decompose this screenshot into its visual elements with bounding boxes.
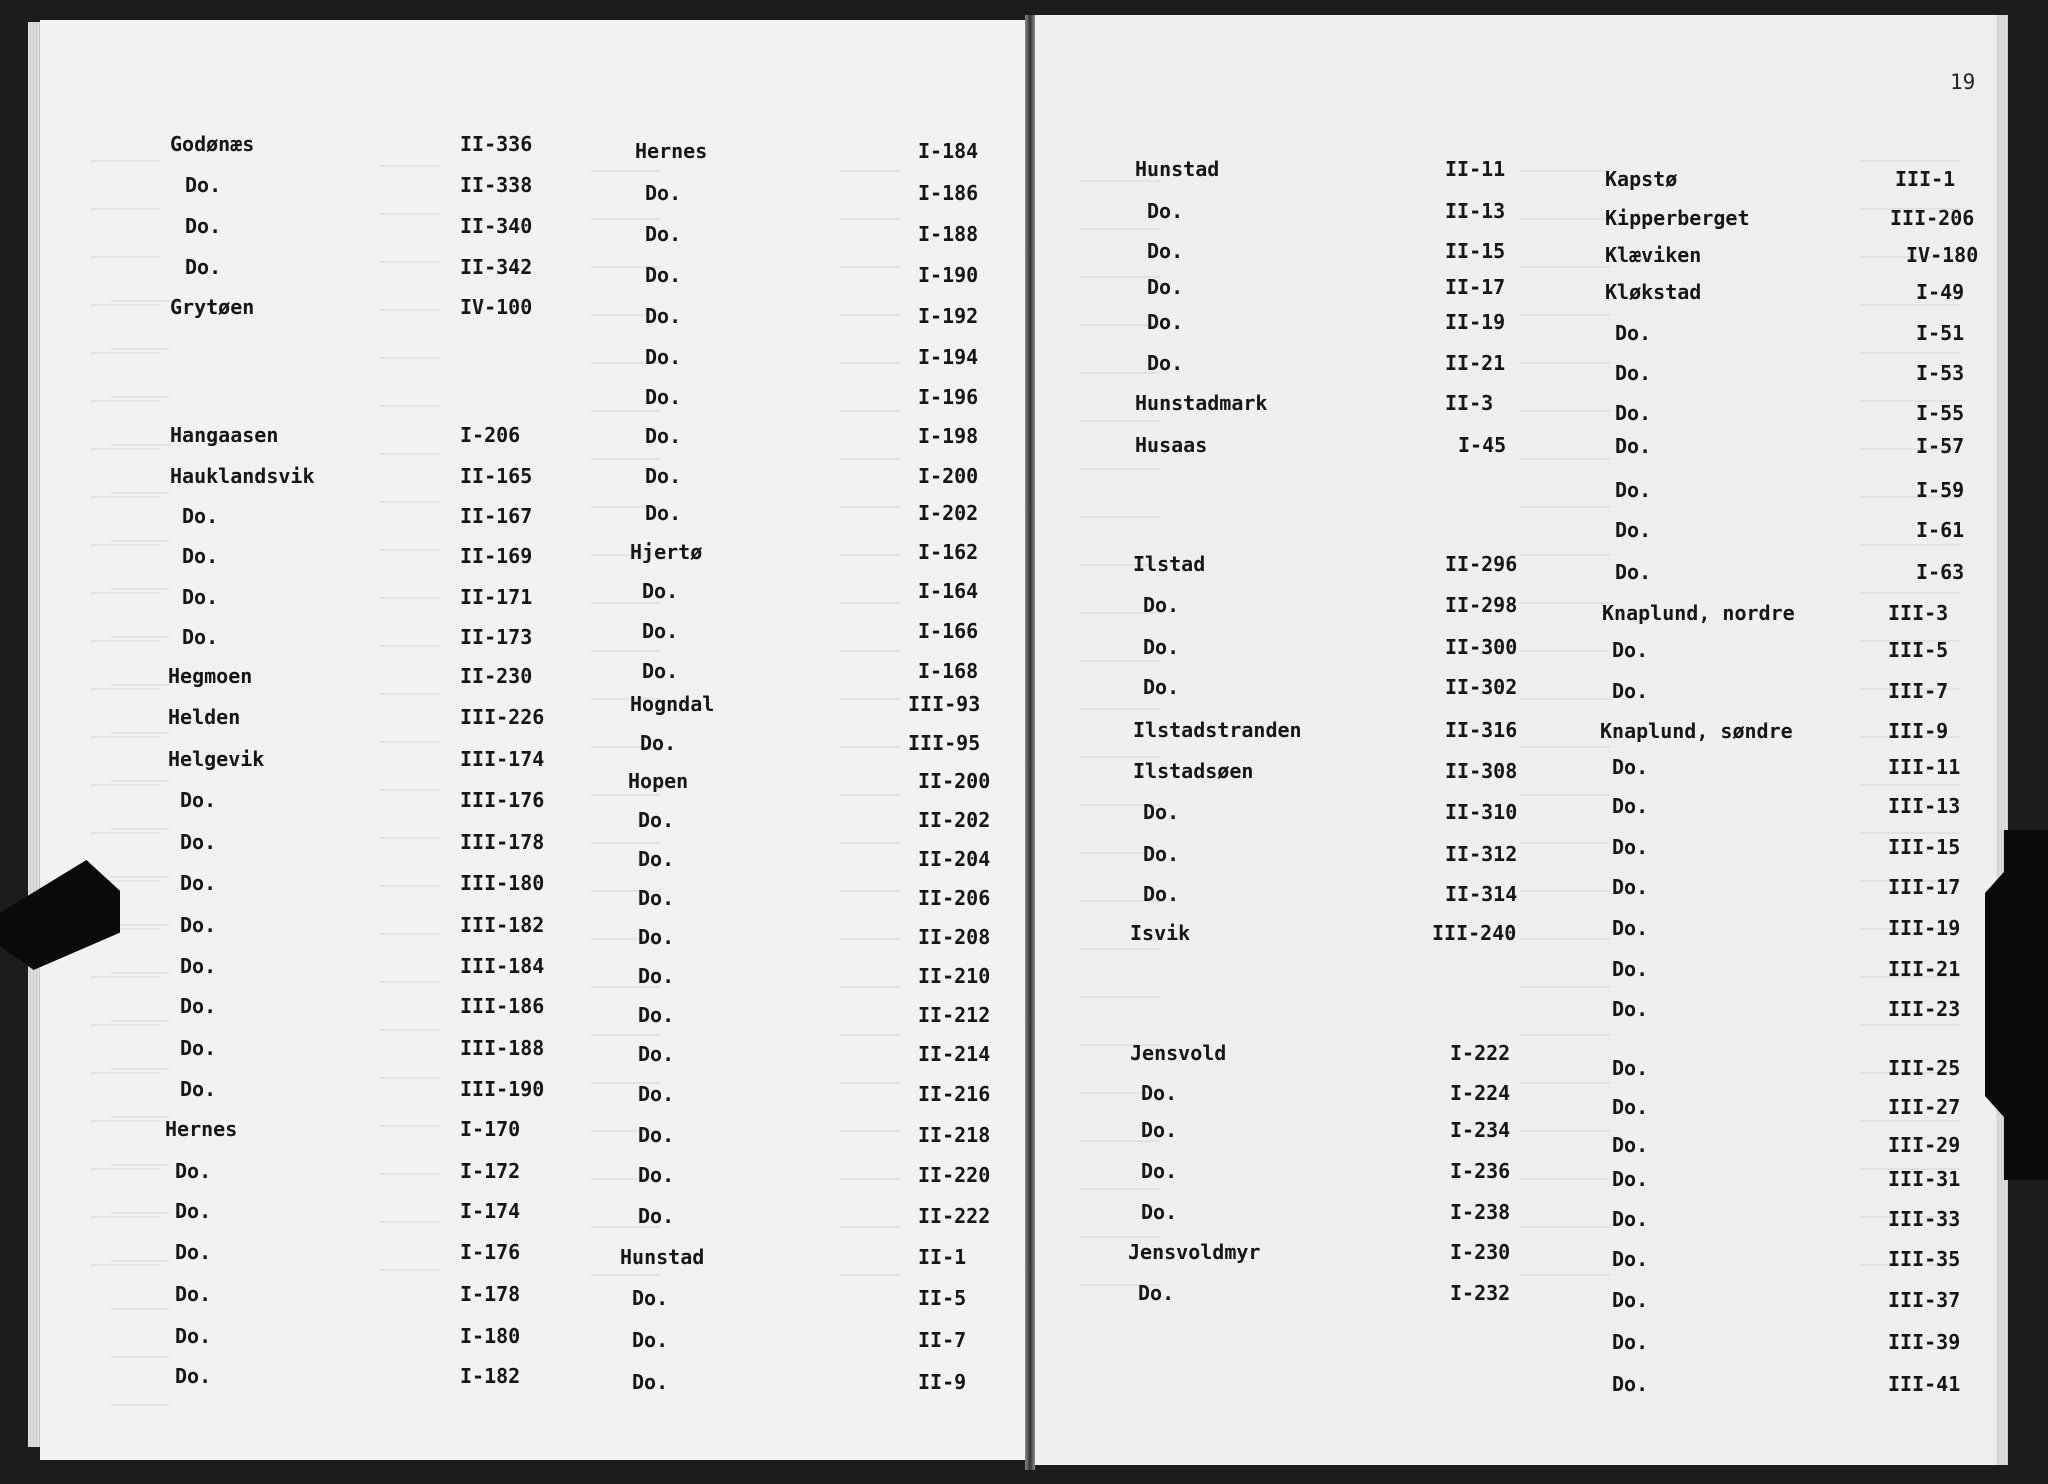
- volume-reference: III-41: [1888, 1372, 1961, 1396]
- volume-reference: II-210: [918, 964, 991, 988]
- place-name: Jensvold: [1130, 1041, 1227, 1065]
- volume-reference: I-61: [1916, 518, 1965, 542]
- place-name: Do.: [638, 1003, 675, 1027]
- place-name: Do.: [645, 424, 682, 448]
- volume-reference: I-200: [918, 464, 979, 488]
- place-name: Do.: [645, 345, 682, 369]
- place-name: Do.: [1612, 755, 1649, 779]
- place-name: Do.: [1612, 957, 1649, 981]
- place-name: Do.: [1615, 361, 1652, 385]
- place-name: Do.: [1143, 800, 1180, 824]
- place-name: Do.: [1612, 875, 1649, 899]
- volume-reference: I-222: [1450, 1041, 1511, 1065]
- volume-reference: I-190: [918, 263, 979, 287]
- place-name: Do.: [1612, 638, 1649, 662]
- place-name: Do.: [1612, 1207, 1649, 1231]
- place-name: Do.: [180, 954, 217, 978]
- volume-reference: III-7: [1888, 679, 1949, 703]
- place-name: Do.: [1143, 593, 1180, 617]
- volume-reference: II-202: [918, 808, 991, 832]
- volume-reference: III-5: [1888, 638, 1949, 662]
- volume-reference: I-176: [460, 1240, 521, 1264]
- place-name: Do.: [175, 1364, 212, 1388]
- volume-reference: III-174: [460, 747, 545, 771]
- place-name: Do.: [642, 579, 679, 603]
- place-name: Godønæs: [170, 132, 255, 156]
- volume-reference: III-11: [1888, 755, 1961, 779]
- volume-reference: I-182: [460, 1364, 521, 1388]
- place-name: Do.: [182, 625, 219, 649]
- volume-reference: I-236: [1450, 1159, 1511, 1183]
- place-name: Do.: [645, 501, 682, 525]
- place-name: Do.: [1143, 635, 1180, 659]
- volume-reference: II-316: [1445, 718, 1518, 742]
- volume-reference: II-21: [1445, 351, 1506, 375]
- volume-reference: III-184: [460, 954, 545, 978]
- volume-reference: III-93: [908, 692, 981, 716]
- volume-reference: II-214: [918, 1042, 991, 1066]
- place-name: Do.: [1612, 679, 1649, 703]
- volume-reference: III-190: [460, 1077, 545, 1101]
- place-name: Do.: [645, 181, 682, 205]
- volume-reference: I-180: [460, 1324, 521, 1348]
- place-name: Do.: [1615, 560, 1652, 584]
- volume-reference: III-240: [1432, 921, 1517, 945]
- place-name: Do.: [1615, 434, 1652, 458]
- volume-reference: IV-180: [1906, 243, 1979, 267]
- place-name: Do.: [642, 659, 679, 683]
- volume-reference: II-165: [460, 464, 533, 488]
- volume-reference: I-174: [460, 1199, 521, 1223]
- place-name: Do.: [1143, 675, 1180, 699]
- volume-reference: II-336: [460, 132, 533, 156]
- place-name: Do.: [638, 1163, 675, 1187]
- place-name: Hernes: [635, 139, 708, 163]
- volume-reference: I-168: [918, 659, 979, 683]
- place-name: Do.: [1612, 1330, 1649, 1354]
- volume-reference: II-212: [918, 1003, 991, 1027]
- volume-reference: III-178: [460, 830, 545, 854]
- volume-reference: I-63: [1916, 560, 1965, 584]
- volume-reference: II-15: [1445, 239, 1506, 263]
- volume-reference: II-208: [918, 925, 991, 949]
- volume-reference: I-170: [460, 1117, 521, 1141]
- volume-reference: I-232: [1450, 1281, 1511, 1305]
- place-name: Do.: [1612, 794, 1649, 818]
- page-number: 19: [1950, 70, 1976, 94]
- volume-reference: II-218: [918, 1123, 991, 1147]
- place-name: Ilstad: [1133, 552, 1206, 576]
- place-name: Do.: [175, 1282, 212, 1306]
- volume-reference: I-53: [1916, 361, 1965, 385]
- volume-reference: I-166: [918, 619, 979, 643]
- volume-reference: II-338: [460, 173, 533, 197]
- volume-reference: III-21: [1888, 957, 1961, 981]
- volume-reference: III-186: [460, 994, 545, 1018]
- place-name: Do.: [180, 994, 217, 1018]
- place-name: Hjertø: [630, 540, 703, 564]
- place-name: Do.: [1147, 310, 1184, 334]
- volume-reference: I-164: [918, 579, 979, 603]
- place-name: Do.: [1615, 478, 1652, 502]
- place-name: Do.: [645, 385, 682, 409]
- volume-reference: II-340: [460, 214, 533, 238]
- place-name: Do.: [1612, 1095, 1649, 1119]
- volume-reference: I-51: [1916, 321, 1965, 345]
- volume-reference: I-45: [1458, 433, 1507, 457]
- volume-reference: III-15: [1888, 835, 1961, 859]
- place-name: Hunstad: [1135, 157, 1220, 181]
- volume-reference: III-3: [1888, 601, 1949, 625]
- place-name: Do.: [640, 731, 677, 755]
- place-name: Do.: [1615, 401, 1652, 425]
- volume-reference: III-206: [1890, 206, 1975, 230]
- volume-reference: II-312: [1445, 842, 1518, 866]
- place-name: Do.: [185, 214, 222, 238]
- place-name: Do.: [1615, 518, 1652, 542]
- place-name: Do.: [175, 1324, 212, 1348]
- place-name: Hunstad: [620, 1245, 705, 1269]
- place-name: Do.: [1612, 1372, 1649, 1396]
- place-name: Do.: [645, 263, 682, 287]
- place-name: Helgevik: [168, 747, 265, 771]
- place-name: Do.: [638, 925, 675, 949]
- volume-reference: III-226: [460, 705, 545, 729]
- place-name: Do.: [180, 788, 217, 812]
- volume-reference: I-162: [918, 540, 979, 564]
- place-name: Knaplund, nordre: [1602, 601, 1795, 625]
- volume-reference: I-59: [1916, 478, 1965, 502]
- place-name: Hunstadmark: [1135, 391, 1268, 415]
- volume-reference: I-196: [918, 385, 979, 409]
- place-name: Kløkstad: [1605, 280, 1702, 304]
- place-name: Do.: [1612, 1247, 1649, 1271]
- volume-reference: II-220: [918, 1163, 991, 1187]
- volume-reference: II-298: [1445, 593, 1518, 617]
- place-name: Do.: [638, 1204, 675, 1228]
- volume-reference: III-180: [460, 871, 545, 895]
- place-name: Do.: [1147, 351, 1184, 375]
- volume-reference: II-296: [1445, 552, 1518, 576]
- volume-reference: I-188: [918, 222, 979, 246]
- place-name: Do.: [1141, 1081, 1178, 1105]
- place-name: Do.: [632, 1286, 669, 1310]
- volume-reference: II-216: [918, 1082, 991, 1106]
- volume-reference: II-9: [918, 1370, 967, 1394]
- place-name: Do.: [180, 913, 217, 937]
- place-name: Do.: [185, 173, 222, 197]
- place-name: Do.: [1143, 882, 1180, 906]
- volume-reference: III-23: [1888, 997, 1961, 1021]
- place-name: Do.: [1143, 842, 1180, 866]
- volume-reference: II-310: [1445, 800, 1518, 824]
- volume-reference: I-230: [1450, 1240, 1511, 1264]
- volume-reference: I-238: [1450, 1200, 1511, 1224]
- volume-reference: II-3: [1445, 391, 1494, 415]
- volume-reference: I-198: [918, 424, 979, 448]
- place-name: Do.: [1147, 199, 1184, 223]
- place-name: Do.: [1147, 275, 1184, 299]
- place-name: Do.: [638, 808, 675, 832]
- place-name: Hegmoen: [168, 664, 253, 688]
- place-name: Do.: [180, 830, 217, 854]
- place-name: Do.: [1612, 1056, 1649, 1080]
- volume-reference: III-29: [1888, 1133, 1961, 1157]
- place-name: Kipperberget: [1605, 206, 1750, 230]
- volume-reference: I-192: [918, 304, 979, 328]
- volume-reference: IV-100: [460, 295, 533, 319]
- volume-reference: III-31: [1888, 1167, 1961, 1191]
- place-name: Ilstadsøen: [1133, 759, 1254, 783]
- volume-reference: III-176: [460, 788, 545, 812]
- volume-reference: II-302: [1445, 675, 1518, 699]
- place-name: Hangaasen: [170, 423, 279, 447]
- place-name: Hopen: [628, 769, 689, 793]
- volume-reference: I-234: [1450, 1118, 1511, 1142]
- volume-reference: I-49: [1916, 280, 1965, 304]
- place-name: Do.: [185, 255, 222, 279]
- volume-reference: II-204: [918, 847, 991, 871]
- volume-reference: I-202: [918, 501, 979, 525]
- volume-reference: I-55: [1916, 401, 1965, 425]
- place-name: Do.: [1612, 835, 1649, 859]
- volume-reference: II-169: [460, 544, 533, 568]
- place-name: Kapstø: [1605, 167, 1678, 191]
- place-name: Do.: [1612, 1288, 1649, 1312]
- place-name: Husaas: [1135, 433, 1208, 457]
- place-name: Do.: [1141, 1200, 1178, 1224]
- volume-reference: II-167: [460, 504, 533, 528]
- volume-reference: I-57: [1916, 434, 1965, 458]
- volume-reference: II-17: [1445, 275, 1506, 299]
- place-name: Do.: [182, 544, 219, 568]
- place-name: Do.: [638, 964, 675, 988]
- place-name: Do.: [638, 1042, 675, 1066]
- book-gutter: [1025, 15, 1035, 1470]
- right-page-edge: [1996, 15, 2008, 1465]
- place-name: Do.: [175, 1199, 212, 1223]
- place-name: Do.: [1615, 321, 1652, 345]
- volume-reference: III-35: [1888, 1247, 1961, 1271]
- volume-reference: II-13: [1445, 199, 1506, 223]
- volume-reference: I-224: [1450, 1081, 1511, 1105]
- place-name: Hernes: [165, 1117, 238, 1141]
- place-name: Do.: [645, 222, 682, 246]
- place-name: Klæviken: [1605, 243, 1702, 267]
- volume-reference: II-1: [918, 1245, 967, 1269]
- place-name: Do.: [1612, 997, 1649, 1021]
- volume-reference: III-19: [1888, 916, 1961, 940]
- volume-reference: I-186: [918, 181, 979, 205]
- volume-reference: III-25: [1888, 1056, 1961, 1080]
- volume-reference: II-173: [460, 625, 533, 649]
- volume-reference: II-308: [1445, 759, 1518, 783]
- volume-reference: II-206: [918, 886, 991, 910]
- place-name: Grytøen: [170, 295, 255, 319]
- place-name: Do.: [180, 871, 217, 895]
- place-name: Do.: [182, 504, 219, 528]
- volume-reference: I-194: [918, 345, 979, 369]
- volume-reference: III-17: [1888, 875, 1961, 899]
- place-name: Do.: [642, 619, 679, 643]
- place-name: Do.: [1141, 1159, 1178, 1183]
- volume-reference: II-342: [460, 255, 533, 279]
- place-name: Jensvoldmyr: [1128, 1240, 1261, 1264]
- volume-reference: II-11: [1445, 157, 1506, 181]
- place-name: Do.: [1612, 916, 1649, 940]
- volume-reference: II-7: [918, 1328, 967, 1352]
- place-name: Do.: [1138, 1281, 1175, 1305]
- volume-reference: II-300: [1445, 635, 1518, 659]
- place-name: Do.: [632, 1370, 669, 1394]
- place-name: Do.: [645, 304, 682, 328]
- volume-reference: III-27: [1888, 1095, 1961, 1119]
- volume-reference: III-1: [1895, 167, 1956, 191]
- place-name: Hogndal: [630, 692, 715, 716]
- volume-reference: I-184: [918, 139, 979, 163]
- place-name: Do.: [1612, 1167, 1649, 1191]
- volume-reference: III-13: [1888, 794, 1961, 818]
- place-name: Do.: [645, 464, 682, 488]
- volume-reference: II-19: [1445, 310, 1506, 334]
- place-name: Knaplund, søndre: [1600, 719, 1793, 743]
- volume-reference: III-39: [1888, 1330, 1961, 1354]
- volume-reference: II-200: [918, 769, 991, 793]
- place-name: Do.: [638, 886, 675, 910]
- place-name: Do.: [1147, 239, 1184, 263]
- place-name: Do.: [632, 1328, 669, 1352]
- volume-reference: II-222: [918, 1204, 991, 1228]
- place-name: Do.: [180, 1036, 217, 1060]
- volume-reference: III-188: [460, 1036, 545, 1060]
- place-name: Do.: [175, 1159, 212, 1183]
- place-name: Do.: [1612, 1133, 1649, 1157]
- volume-reference: I-178: [460, 1282, 521, 1306]
- place-name: Do.: [175, 1240, 212, 1264]
- place-name: Isvik: [1130, 921, 1191, 945]
- volume-reference: III-9: [1888, 719, 1949, 743]
- place-name: Do.: [638, 847, 675, 871]
- volume-reference: II-5: [918, 1286, 967, 1310]
- volume-reference: I-172: [460, 1159, 521, 1183]
- place-name: Do.: [638, 1082, 675, 1106]
- volume-reference: III-37: [1888, 1288, 1961, 1312]
- volume-reference: I-206: [460, 423, 521, 447]
- volume-reference: III-182: [460, 913, 545, 937]
- volume-reference: II-314: [1445, 882, 1518, 906]
- place-name: Do.: [182, 585, 219, 609]
- place-name: Do.: [180, 1077, 217, 1101]
- volume-reference: II-171: [460, 585, 533, 609]
- place-name: Do.: [1141, 1118, 1178, 1142]
- place-name: Hauklandsvik: [170, 464, 315, 488]
- place-name: Ilstadstranden: [1133, 718, 1302, 742]
- volume-reference: III-33: [1888, 1207, 1961, 1231]
- volume-reference: III-95: [908, 731, 981, 755]
- volume-reference: II-230: [460, 664, 533, 688]
- place-name: Do.: [638, 1123, 675, 1147]
- place-name: Helden: [168, 705, 241, 729]
